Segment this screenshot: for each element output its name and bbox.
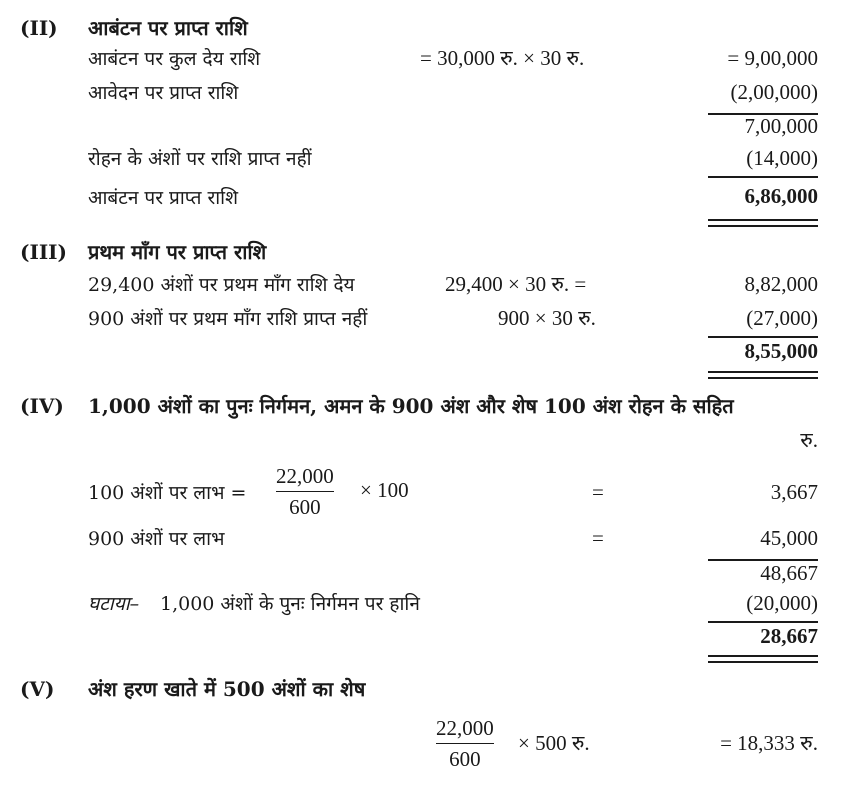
row-label: 900 अंशों पर प्रथम माँग राशि प्राप्त नहीं — [88, 308, 368, 330]
row-equals: = — [592, 480, 604, 504]
row-amount: 8,82,000 — [744, 272, 818, 296]
row-amount: (20,000) — [746, 591, 818, 615]
fraction — [276, 464, 334, 519]
row-label: आवेदन पर प्राप्त राशि — [88, 82, 239, 104]
total-double-rule — [708, 371, 818, 373]
fraction-bar — [276, 491, 334, 492]
section-iv-number: (IV) — [20, 394, 64, 418]
fraction — [436, 716, 494, 771]
row-label: 29,400 अंशों पर प्रथम माँग राशि देय — [88, 274, 355, 296]
row-calc: 29,400 × 30 रु. = — [445, 272, 587, 296]
row-prefix: घटाया– — [88, 593, 140, 615]
total-amount: 8,55,000 — [744, 339, 818, 363]
section-v-number: (V) — [20, 677, 55, 701]
subtotal-rule — [708, 621, 818, 623]
row-amount: (27,000) — [746, 306, 818, 330]
subtotal-rule — [708, 336, 818, 338]
row-multiplier: × 500 रु. — [518, 731, 590, 755]
section-ii-number: (II) — [20, 16, 58, 40]
row-label: आबंटन पर कुल देय राशि — [88, 48, 261, 70]
section-v-title: अंश हरण खाते में 500 अंशों का शेष — [88, 677, 366, 701]
row-label: 100 अंशों पर लाभ = — [88, 482, 247, 504]
section-iv-title: 1,000 अंशों का पुनः निर्गमन, अमन के 900 अंश और शेष 100 अंश रोहन के सहित — [88, 394, 734, 418]
row-amount: (2,00,000) — [730, 80, 818, 104]
subtotal-rule — [708, 176, 818, 178]
fraction-denominator: 600 — [449, 747, 481, 771]
row-calc: 900 × 30 रु. — [498, 306, 596, 330]
total-double-rule — [708, 655, 818, 657]
row-calc: = 30,000 रु. × 30 रु. — [420, 46, 585, 70]
total-amount: 28,667 — [760, 624, 818, 648]
fraction-numerator: 22,000 — [436, 716, 494, 740]
section-iii-number: (III) — [20, 240, 67, 264]
row-amount: 3,667 — [770, 480, 818, 504]
total-double-rule — [708, 661, 818, 663]
row-label: रोहन के अंशों पर राशि प्राप्त नहीं — [88, 148, 312, 170]
row-label: 900 अंशों पर लाभ — [88, 528, 225, 550]
row-amount: 7,00,000 — [744, 114, 818, 138]
row-label: आबंटन पर प्राप्त राशि — [88, 187, 239, 209]
row-amount: (14,000) — [746, 146, 818, 170]
fraction-bar — [436, 743, 494, 744]
total-amount: 6,86,000 — [744, 184, 818, 208]
row-amount: = 9,00,000 — [727, 46, 818, 70]
result-amount: = 18,333 रु. — [720, 731, 818, 755]
total-double-rule — [708, 225, 818, 227]
row-amount: 45,000 — [760, 526, 818, 550]
total-double-rule — [708, 219, 818, 221]
section-ii-title: आबंटन पर प्राप्त राशि — [88, 16, 248, 40]
row-label: 1,000 अंशों के पुनः निर्गमन पर हानि — [160, 593, 420, 615]
total-double-rule — [708, 377, 818, 379]
fraction-numerator: 22,000 — [276, 464, 334, 488]
fraction-denominator: 600 — [289, 495, 321, 519]
section-iii-title: प्रथम माँग पर प्राप्त राशि — [88, 240, 267, 264]
row-amount: 48,667 — [760, 561, 818, 585]
currency-label: रु. — [800, 428, 818, 452]
row-equals: = — [592, 526, 604, 550]
row-multiplier: × 100 — [360, 478, 409, 502]
